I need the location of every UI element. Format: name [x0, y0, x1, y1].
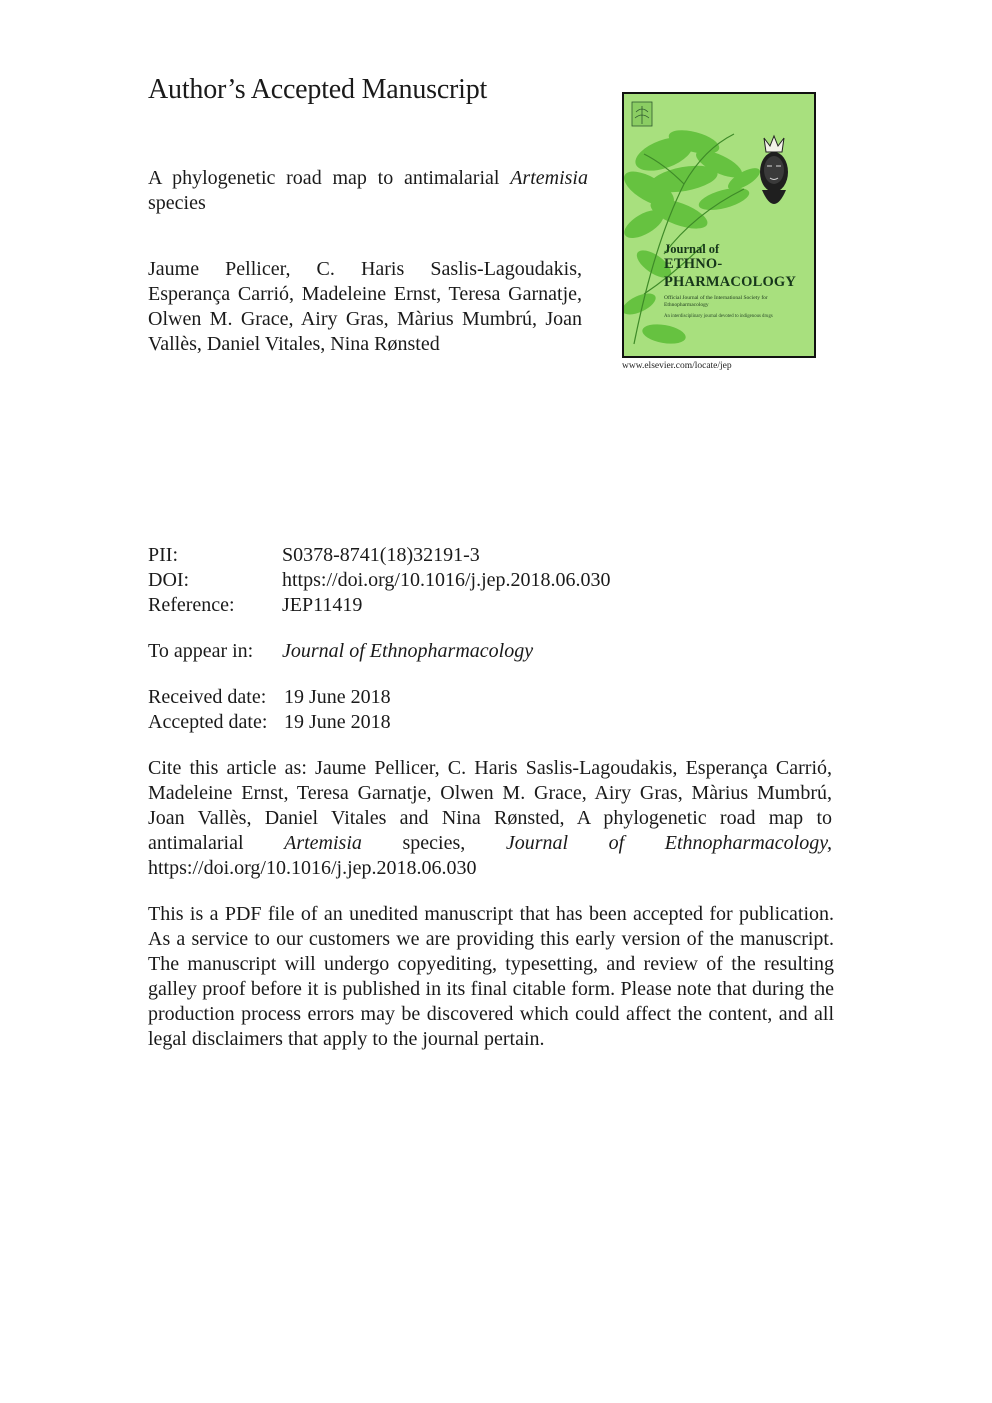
pii-label: PII: [148, 544, 178, 566]
received-value: 19 June 2018 [284, 686, 391, 708]
received-label: Received date: [148, 686, 267, 708]
appear-label: To appear in: [148, 640, 254, 662]
pii-value: S0378-8741(18)32191-3 [282, 544, 480, 566]
title-prefix: A phylogenetic road map to antimalarial [148, 167, 511, 189]
journal-cover-image [622, 92, 816, 358]
accepted-value: 19 June 2018 [284, 711, 391, 733]
cover-journal-name-line2: PHARMACOLOGY [664, 274, 797, 290]
reference-label: Reference: [148, 594, 235, 616]
citation-middle: species, [361, 832, 506, 854]
journal-url-link[interactable]: www.elsevier.com/locate/jep [622, 361, 732, 371]
manuscript-notice: This is a PDF file of an unedited manuscript that has been accepted for publication. As a service to our customers we are providing this early version of the manuscript. The manuscript will undergo copyediting, typesetting, and review of the resulting galley proof before it is published in its final citable form. Please note that during the production process errors may be discovered which could affect the content, and all legal disclaimers that apply to the journal pertain. [148, 903, 834, 1050]
title-italic: Artemisia [510, 167, 588, 189]
citation-paragraph [148, 756, 832, 881]
citation-species: Artemisia [284, 832, 362, 854]
title-suffix: species [148, 192, 206, 214]
cover-subtitle: Official Journal of the International Society for Ethnopharmacology [664, 295, 768, 308]
cover-journal-name-line1: ETHNO- [664, 256, 723, 272]
cover-tagline: An interdisciplinary journal devoted to indigenous drugs [664, 314, 773, 319]
citation-journal: Journal of Ethnopharmacology, [505, 832, 832, 854]
doi-label: DOI: [148, 569, 190, 591]
appear-journal: Journal of Ethnopharmacology [282, 640, 534, 662]
cover-journal-of: Journal of [664, 242, 720, 256]
citation-doi-link[interactable]: https://doi.org/10.1016/j.jep.2018.06.030 [148, 857, 477, 879]
doi-link[interactable]: https://doi.org/10.1016/j.jep.2018.06.030 [282, 569, 611, 591]
author-list: Jaume Pellicer, C. Haris Saslis-Lagoudakis, Esperança Carrió, Madeleine Ernst, Teresa Garnatje, Olwen M. Grace, Airy Gras, Màrius Mumbrú, Joan Vallès, Daniel Vitales, Nina Rønsted [148, 258, 582, 355]
manuscript-heading: Author’s Accepted Manuscript [148, 74, 488, 105]
reference-value: JEP11419 [282, 594, 363, 616]
article-title [148, 166, 588, 216]
accepted-label: Accepted date: [148, 711, 268, 733]
citation-prefix: Cite this article as: Jaume Pellicer, C. Haris Saslis-Lagoudakis, Esperança Carrió, Madeleine Ernst, Teresa Garnatje, Olwen M. Grace, Airy Gras, Màrius Mumbrú, Joan Vallès, Daniel Vitales and Nina Rønsted, A phylogenetic road map to antimalarial [148, 757, 832, 854]
